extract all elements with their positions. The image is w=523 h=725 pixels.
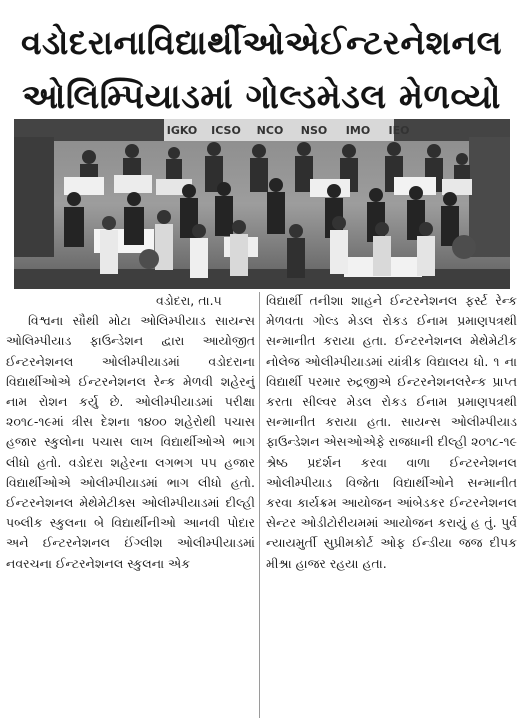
column-divider (259, 292, 260, 718)
dateline: વડોદરા, તા.૫ (156, 293, 222, 308)
headline-line-1: વડોદરાનાવિદ્યાર્થીઓએઈન્ટરનેશનલ (20, 23, 503, 62)
banner-letter-5: IMO (345, 124, 371, 137)
news-photo (14, 119, 510, 289)
headline (0, 16, 523, 124)
article-text-left: વિશ્વના સૌથી મોટા ઓલિમ્પીયાડ સાયન્સ ઓલિમ્પીયાડ ફાઉન્ડેશન દ્વારા આયોજીત ઈન્ટરનેશનલ ઓલીમ્પીયાડમાં વડોદરાના વિદ્યાર્થીઓએ ઈન્ટરનેશનલ રેન્ક મેળવી શહેરનું નામ રોશન કર્યુ છે. ઓલીમ્પીયાડમાં પરીક્ષા ૨૦૧૮-૧૯માં ત્રીસ દેશના ૧૪૦૦ શહેરોથી પચાસ હજાર સ્કુલોના પચાસ લાખ વિદ્યાર્થીઓએ ભાગ લીધો હતો. વડોદરા શહેરના લગભગ ૫૫ હજાર વિદ્યાર્થીઓએ ઓલીમ્પીયાડમાં ભાગ લીધો હતો. ઈન્ટરનેશનલ મેથેમેટીક્સ ઓલીમ્પીયાડમાં દીલ્હી પબ્લીક સ્કુલના બે વિદ્યાર્થીનીઓ આનવી પોદાર અને ઈન્ટરનેશનલ ઈંગ્લીશ ઓલીમ્પીયાડમાં નવરચના ઈન્ટરનેશનલ સ્કુલના એક (6, 313, 255, 571)
article-left-column (6, 291, 255, 721)
banner-letter-4: NSO (300, 124, 328, 137)
article-text-right: વિદ્યાર્થી તનીશા શાહને ઈન્ટરનેશનલ ફર્સ્ટ રેન્ક મેળવતા ગોલ્ડ મેડલ રોકડ ઈનામ પ્રમાણપત્રથી સન્માનીત કરાયા હતા. ઈન્ટરનેશનલ મેથેમેટીક નોલેજ ઓલીમ્પીયાડમાં યાંત્રીક વિદ્યાલય ધો. ૧ ના વિદ્યાર્થી પરમાર રુદ્રજીએ ઈન્ટરનેશનલરેન્ક પ્રાપ્ત કરતા સીલ્વર મેડલ રોકડ ઈનામ પ્રમાણપત્રથી સન્માનીત કરાયા હતા. સાયન્સ ઓલીમ્પીયાડ ફાઉન્ડેશન એસઓએફે રાજધાની દીલ્હી ૨૦૧૮-૧૯ શ્રેષ્ઠ પ્રદર્શન કરવા વાળા ઈન્ટરનેશનલ ઓલીમ્પીયાડ વિજેતા વિદ્યાર્થીઓને સન્માનીત કરવા કાર્યક્રમ આયોજન આંબેડકર ઈન્ટરનેશનલ સેન્ટર ઓડીટોરીયમમાં આયોજન કરાયું હ તું. પુર્વ ન્યાયમુર્તી સુપ્રીમકોર્ટ ઓફ ઈન્ડીયા જજ દીપક મીશ્રા હાજર રહયા હતા. (266, 293, 517, 571)
banner-letter-3: NCO (256, 124, 284, 137)
banner-letter-6: IEO (388, 124, 410, 137)
article-right-column (266, 291, 517, 721)
banner-letter-2: ICSO (211, 124, 241, 137)
headline-line-2: ઓલિમ્પિયાડમાં ગોલ્ડમેડલ મેળવ્યો (22, 77, 501, 117)
award-ceremony-photo (14, 119, 510, 289)
banner-letter-1: IGKO (166, 124, 198, 137)
